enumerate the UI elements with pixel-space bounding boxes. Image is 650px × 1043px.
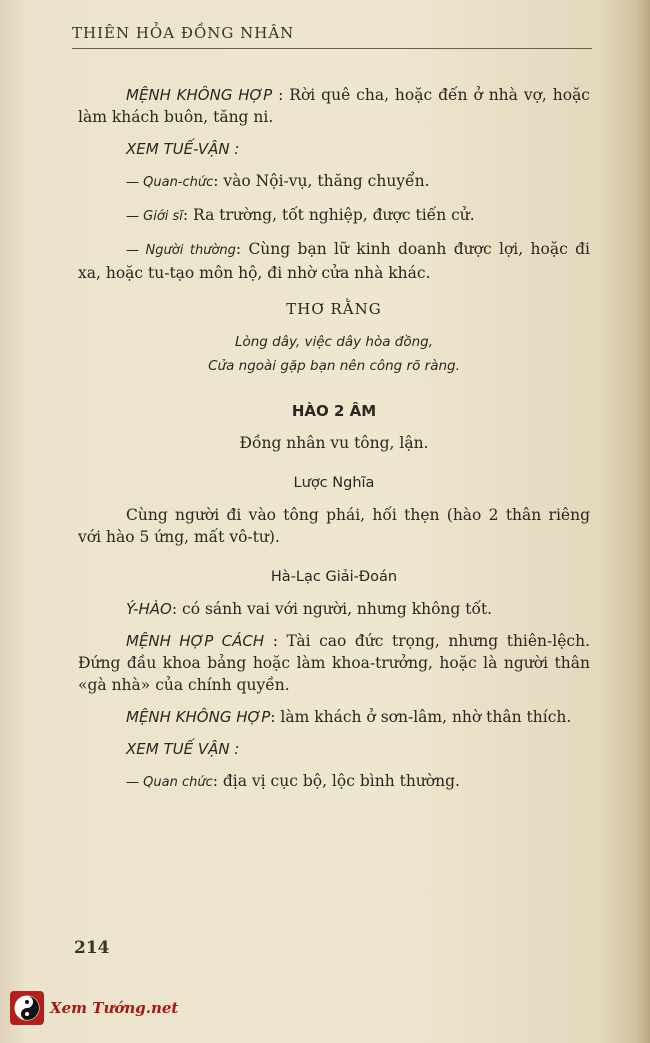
- ha-lac-title: Hà-Lạc Giải-Đoán: [270, 569, 398, 585]
- nguoi-thuong-text: : Cùng bạn lữ kinh doanh được lợi, hoặc đi xa, hoặc tu-tạo môn hộ, đi nhờ cửa nhà khác.: [78, 240, 590, 282]
- menh-hop-cach-label: MỆNH HỢP CÁCH: [126, 632, 265, 650]
- gioi-si-item: [78, 204, 590, 228]
- menh-khong-hop-2-label: MỆNH KHÔNG HỢP: [126, 708, 271, 726]
- menh-khong-hop-paragraph: [78, 84, 590, 128]
- menh-hop-cach-text: : Tài cao đức trọng, nhưng thiên-lệch. Đứng đầu khoa bảng hoặc làm khoa-trưởng, hoặc là người thân «gà nhà» của chính quyền.: [78, 632, 590, 694]
- watermark-text[interactable]: Xem Tướng.net: [50, 999, 179, 1017]
- menh-khong-hop-text: : Rời quê cha, hoặc đến ở nhà vợ, hoặc làm khách buôn, tăng ni.: [78, 86, 590, 126]
- quan-chuc-2-item: [78, 770, 590, 794]
- xem-tue-van-2-heading: XEM TUẾ VẬN :: [126, 740, 240, 758]
- page-body: [78, 84, 590, 804]
- quan-chuc-item: [78, 170, 590, 194]
- y-hao-paragraph: [78, 598, 590, 620]
- poem-line: Cửa ngoài gặp bạn nên công rõ ràng.: [208, 358, 460, 374]
- menh-khong-hop-2-text: : làm khách ở sơn-lâm, nhờ thân thích.: [270, 708, 572, 726]
- luoc-nghia-title: Lược Nghĩa: [293, 475, 375, 491]
- nguoi-thuong-item: [78, 238, 590, 284]
- gioi-si-text: : Ra trường, tốt nghiệp, được tiến cử.: [182, 206, 475, 224]
- yin-yang-icon: [10, 991, 44, 1025]
- quan-chuc-2-label: — Quan chức: [126, 775, 213, 790]
- nguoi-thuong-label: — Người thường: [126, 243, 236, 258]
- watermark-logo[interactable]: [10, 990, 178, 1026]
- menh-hop-cach-paragraph: [78, 630, 590, 696]
- running-header: THIÊN HỎA ĐỒNG NHÂN: [72, 24, 295, 42]
- page-number: 214: [74, 938, 110, 958]
- quan-chuc-text: : vào Nội-vụ, thăng chuyển.: [213, 172, 430, 190]
- poem-title: THƠ RẰNG: [286, 300, 382, 318]
- luoc-nghia-text: Cùng người đi vào tông phái, hối thẹn (hào 2 thân riêng với hào 5 ứng, mất vô-tư).: [78, 506, 590, 546]
- quan-chuc-label: — Quan-chức: [126, 175, 214, 190]
- menh-khong-hop-label: MỆNH KHÔNG HỢP: [126, 86, 273, 104]
- y-hao-text: : có sánh vai với người, nhưng không tốt.: [171, 600, 493, 618]
- poem-verse: [78, 330, 590, 378]
- page-edge-shadow: [638, 0, 650, 1043]
- poem-line: Lòng dây, việc dây hòa đồng,: [234, 334, 434, 350]
- xem-tue-van-heading: XEM TUẾ-VẬN :: [126, 140, 240, 158]
- header-rule: [72, 48, 592, 49]
- quan-chuc-2-text: : địa vị cục bộ, lộc bình thường.: [212, 772, 460, 790]
- menh-khong-hop-2-paragraph: [78, 706, 590, 728]
- y-hao-label: Ý-HÀO: [126, 600, 172, 618]
- gioi-si-label: — Giới sĩ: [126, 209, 183, 224]
- hao-2-subtitle: Đồng nhân vu tông, lận.: [239, 434, 429, 452]
- hao-2-title: HÀO 2 ÂM: [291, 402, 377, 420]
